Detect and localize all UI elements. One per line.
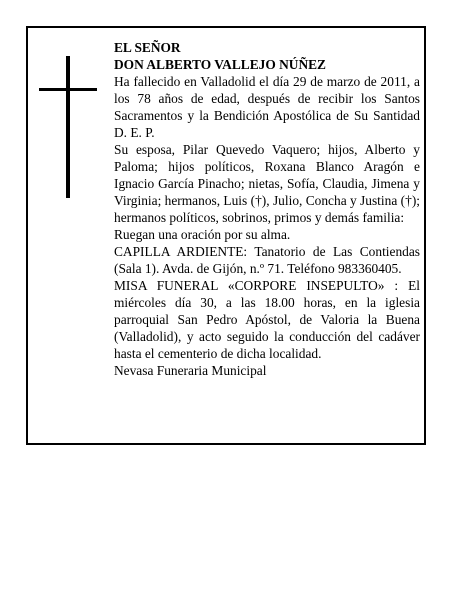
prayer-request: Ruegan una oración por su alma. — [114, 227, 291, 242]
funeral-chapel-info: CAPILLA ARDIENTE: Tanatorio de Las Contiendas (Sala 1). Avda. de Gijón, n.º 71. Teléfono 983360405. — [114, 244, 420, 276]
cross-horizontal-bar — [39, 88, 97, 91]
notice-title: EL SEÑOR — [114, 40, 181, 55]
funeral-home: Nevasa Funeraria Municipal — [114, 363, 267, 378]
notice-text — [114, 39, 420, 379]
obituary-notice — [26, 26, 426, 445]
funeral-mass-info: MISA FUNERAL «CORPORE INSEPULTO» : El miércoles día 30, a las 18.00 horas, en la iglesia parroquial San Pedro Apóstol, de Valoria la Buena (Valladolid), y acto seguido la conducción del cadáver hasta el cementerio de dicha localidad. — [114, 278, 420, 361]
cross-vertical-bar — [66, 56, 70, 198]
deceased-name: DON ALBERTO VALLEJO NÚÑEZ — [114, 57, 326, 72]
family-list: Su esposa, Pilar Quevedo Vaquero; hijos, Alberto y Paloma; hijos políticos, Roxana Blanco Aragón e Ignacio García Pinacho; nietas, Sofía, Claudia, Jimena y Virginia; hermanos, Luis (†), Julio, Concha y Justina (†); hermanos políticos, sobrinos, primos y demás familia: — [114, 142, 420, 225]
death-announcement: Ha fallecido en Valladolid el día 29 de marzo de 2011, a los 78 años de edad, después de recibir los Santos Sacramentos y la Bendición Apostólica de Su Santidad D. E. P. — [114, 74, 420, 140]
